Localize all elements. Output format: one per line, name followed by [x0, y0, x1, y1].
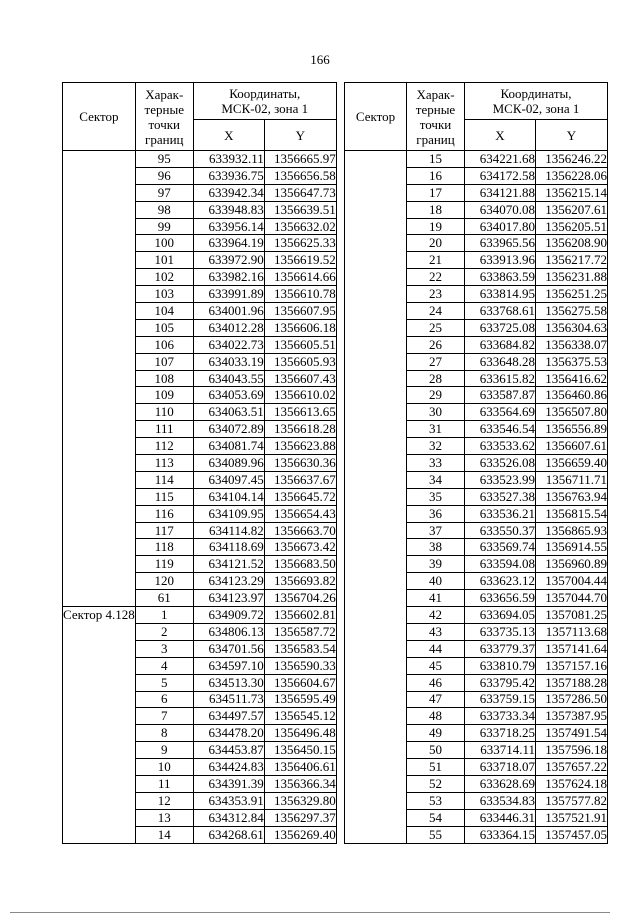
y-cell: 1356460.86 [536, 387, 608, 404]
x-cell: 634121.88 [465, 184, 536, 201]
y-cell: 1356604.67 [264, 674, 336, 691]
x-cell: 634312.84 [193, 809, 264, 826]
point-cell: 98 [135, 201, 193, 218]
y-cell: 1356507.80 [536, 404, 608, 421]
point-cell: 120 [135, 573, 193, 590]
y-cell: 1357521.91 [536, 809, 608, 826]
x-cell: 633964.19 [193, 235, 264, 252]
x-cell: 633546.54 [465, 421, 536, 438]
table-row [63, 607, 337, 624]
point-cell: 103 [135, 286, 193, 303]
x-cell: 634513.30 [193, 674, 264, 691]
y-cell: 1356647.73 [264, 184, 336, 201]
coordinates-table-left [62, 82, 337, 844]
header-x: X [193, 120, 264, 151]
x-cell: 634353.91 [193, 792, 264, 809]
y-cell: 1356556.89 [536, 421, 608, 438]
y-cell: 1356251.25 [536, 286, 608, 303]
point-cell: 30 [407, 404, 465, 421]
y-cell: 1356630.36 [264, 455, 336, 472]
table-row [345, 151, 608, 168]
point-cell: 11 [135, 775, 193, 792]
x-cell: 634012.28 [193, 319, 264, 336]
point-cell: 101 [135, 252, 193, 269]
point-cell: 54 [407, 809, 465, 826]
x-cell: 633965.56 [465, 235, 536, 252]
y-cell: 1356375.53 [536, 353, 608, 370]
point-cell: 113 [135, 455, 193, 472]
point-cell: 52 [407, 775, 465, 792]
y-cell: 1356605.93 [264, 353, 336, 370]
x-cell: 633768.61 [465, 303, 536, 320]
y-cell: 1357188.28 [536, 674, 608, 691]
y-cell: 1356228.06 [536, 167, 608, 184]
y-cell: 1356545.12 [264, 708, 336, 725]
point-cell: 24 [407, 303, 465, 320]
x-cell: 633564.69 [465, 404, 536, 421]
point-cell: 44 [407, 640, 465, 657]
point-cell: 16 [407, 167, 465, 184]
point-cell: 96 [135, 167, 193, 184]
point-cell: 18 [407, 201, 465, 218]
table-body [63, 151, 337, 844]
point-cell: 116 [135, 505, 193, 522]
point-cell: 119 [135, 556, 193, 573]
y-cell: 1356610.02 [264, 387, 336, 404]
y-cell: 1356587.72 [264, 623, 336, 640]
y-cell: 1356304.63 [536, 319, 608, 336]
point-cell: 46 [407, 674, 465, 691]
x-cell: 634017.80 [465, 218, 536, 235]
point-cell: 9 [135, 742, 193, 759]
y-cell: 1357577.82 [536, 792, 608, 809]
y-cell: 1356614.66 [264, 269, 336, 286]
x-cell: 633948.83 [193, 201, 264, 218]
point-cell: 8 [135, 725, 193, 742]
y-cell: 1356693.82 [264, 573, 336, 590]
header-sector: Сектор [63, 83, 136, 151]
x-cell: 633523.99 [465, 471, 536, 488]
y-cell: 1356711.71 [536, 471, 608, 488]
x-cell: 634033.19 [193, 353, 264, 370]
x-cell: 634453.87 [193, 742, 264, 759]
x-cell: 633956.14 [193, 218, 264, 235]
x-cell: 633932.11 [193, 151, 264, 168]
point-cell: 95 [135, 151, 193, 168]
point-cell: 48 [407, 708, 465, 725]
point-cell: 106 [135, 336, 193, 353]
y-cell: 1356683.50 [264, 556, 336, 573]
x-cell: 634081.74 [193, 438, 264, 455]
x-cell: 634070.08 [465, 201, 536, 218]
header-points: Харак- терные точки границ [407, 83, 465, 151]
sector-cell [345, 151, 407, 844]
y-cell: 1356623.88 [264, 438, 336, 455]
y-cell: 1356205.51 [536, 218, 608, 235]
y-cell: 1356607.43 [264, 370, 336, 387]
x-cell: 633569.74 [465, 539, 536, 556]
x-cell: 633527.38 [465, 488, 536, 505]
table-body [345, 151, 608, 844]
y-cell: 1357141.64 [536, 640, 608, 657]
x-cell: 634391.39 [193, 775, 264, 792]
y-cell: 1356632.02 [264, 218, 336, 235]
point-cell: 45 [407, 657, 465, 674]
point-cell: 41 [407, 590, 465, 607]
x-cell: 634701.56 [193, 640, 264, 657]
x-cell: 634072.89 [193, 421, 264, 438]
point-cell: 39 [407, 556, 465, 573]
y-cell: 1356613.65 [264, 404, 336, 421]
x-cell: 634511.73 [193, 691, 264, 708]
y-cell: 1356246.22 [536, 151, 608, 168]
x-cell: 633533.62 [465, 438, 536, 455]
y-cell: 1356583.54 [264, 640, 336, 657]
point-cell: 33 [407, 455, 465, 472]
x-cell: 633863.59 [465, 269, 536, 286]
y-cell: 1356338.07 [536, 336, 608, 353]
point-cell: 114 [135, 471, 193, 488]
y-cell: 1356231.88 [536, 269, 608, 286]
x-cell: 634424.83 [193, 759, 264, 776]
x-cell: 634909.72 [193, 607, 264, 624]
point-cell: 25 [407, 319, 465, 336]
y-cell: 1356595.49 [264, 691, 336, 708]
point-cell: 38 [407, 539, 465, 556]
x-cell: 633628.69 [465, 775, 536, 792]
x-cell: 633795.42 [465, 674, 536, 691]
x-cell: 633684.82 [465, 336, 536, 353]
x-cell: 633534.83 [465, 792, 536, 809]
point-cell: 115 [135, 488, 193, 505]
point-cell: 15 [407, 151, 465, 168]
y-cell: 1356269.40 [264, 826, 336, 843]
y-cell: 1356496.48 [264, 725, 336, 742]
x-cell: 634043.55 [193, 370, 264, 387]
y-cell: 1357457.05 [536, 826, 608, 843]
point-cell: 35 [407, 488, 465, 505]
x-cell: 634172.58 [465, 167, 536, 184]
point-cell: 4 [135, 657, 193, 674]
point-cell: 97 [135, 184, 193, 201]
y-cell: 1356605.51 [264, 336, 336, 353]
point-cell: 1 [135, 607, 193, 624]
point-cell: 14 [135, 826, 193, 843]
x-cell: 633587.87 [465, 387, 536, 404]
x-cell: 633810.79 [465, 657, 536, 674]
x-cell: 633615.82 [465, 370, 536, 387]
y-cell: 1356590.33 [264, 657, 336, 674]
y-cell: 1356606.18 [264, 319, 336, 336]
header-sector: Сектор [345, 83, 407, 151]
point-cell: 5 [135, 674, 193, 691]
y-cell: 1356366.34 [264, 775, 336, 792]
x-cell: 633550.37 [465, 522, 536, 539]
point-cell: 10 [135, 759, 193, 776]
point-cell: 32 [407, 438, 465, 455]
point-cell: 104 [135, 303, 193, 320]
header-y: Y [264, 120, 336, 151]
y-cell: 1356416.62 [536, 370, 608, 387]
y-cell: 1357113.68 [536, 623, 608, 640]
x-cell: 634268.61 [193, 826, 264, 843]
x-cell: 634053.69 [193, 387, 264, 404]
point-cell: 2 [135, 623, 193, 640]
x-cell: 634497.57 [193, 708, 264, 725]
x-cell: 633594.08 [465, 556, 536, 573]
point-cell: 22 [407, 269, 465, 286]
point-cell: 12 [135, 792, 193, 809]
point-cell: 111 [135, 421, 193, 438]
header-y: Y [536, 120, 608, 151]
y-cell: 1356639.51 [264, 201, 336, 218]
x-cell: 634097.45 [193, 471, 264, 488]
x-cell: 633446.31 [465, 809, 536, 826]
header-points: Харак- терные точки границ [135, 83, 193, 151]
page-bottom-rule [10, 912, 610, 913]
x-cell: 634121.52 [193, 556, 264, 573]
y-cell: 1356450.15 [264, 742, 336, 759]
point-cell: 51 [407, 759, 465, 776]
point-cell: 37 [407, 522, 465, 539]
y-cell: 1356665.97 [264, 151, 336, 168]
x-cell: 634001.96 [193, 303, 264, 320]
x-cell: 633725.08 [465, 319, 536, 336]
point-cell: 21 [407, 252, 465, 269]
x-cell: 633733.34 [465, 708, 536, 725]
x-cell: 633991.89 [193, 286, 264, 303]
point-cell: 23 [407, 286, 465, 303]
y-cell: 1356619.52 [264, 252, 336, 269]
y-cell: 1356329.80 [264, 792, 336, 809]
point-cell: 53 [407, 792, 465, 809]
point-cell: 20 [407, 235, 465, 252]
y-cell: 1356637.67 [264, 471, 336, 488]
y-cell: 1356625.33 [264, 235, 336, 252]
x-cell: 634022.73 [193, 336, 264, 353]
x-cell: 634806.13 [193, 623, 264, 640]
sector-cell: Сектор 4.128 [63, 607, 136, 843]
x-cell: 633718.07 [465, 759, 536, 776]
y-cell: 1356960.89 [536, 556, 608, 573]
point-cell: 105 [135, 319, 193, 336]
y-cell: 1357081.25 [536, 607, 608, 624]
y-cell: 1356610.78 [264, 286, 336, 303]
point-cell: 42 [407, 607, 465, 624]
point-cell: 29 [407, 387, 465, 404]
sector-cell [63, 151, 136, 607]
header-coordinates: Координаты, МСК-02, зона 1 [465, 83, 608, 120]
y-cell: 1357157.16 [536, 657, 608, 674]
coordinates-table-right [344, 82, 608, 844]
y-cell: 1357491.54 [536, 725, 608, 742]
point-cell: 17 [407, 184, 465, 201]
point-cell: 109 [135, 387, 193, 404]
point-cell: 55 [407, 826, 465, 843]
y-cell: 1356656.58 [264, 167, 336, 184]
x-cell: 633718.25 [465, 725, 536, 742]
x-cell: 634478.20 [193, 725, 264, 742]
x-cell: 634118.69 [193, 539, 264, 556]
header-x: X [465, 120, 536, 151]
y-cell: 1356607.95 [264, 303, 336, 320]
x-cell: 634109.95 [193, 505, 264, 522]
y-cell: 1356914.55 [536, 539, 608, 556]
point-cell: 19 [407, 218, 465, 235]
y-cell: 1357286.50 [536, 691, 608, 708]
point-cell: 26 [407, 336, 465, 353]
point-cell: 47 [407, 691, 465, 708]
x-cell: 633623.12 [465, 573, 536, 590]
y-cell: 1356208.90 [536, 235, 608, 252]
x-cell: 634221.68 [465, 151, 536, 168]
y-cell: 1356406.61 [264, 759, 336, 776]
point-cell: 40 [407, 573, 465, 590]
table-row [63, 151, 337, 168]
x-cell: 634089.96 [193, 455, 264, 472]
x-cell: 634114.82 [193, 522, 264, 539]
x-cell: 634123.29 [193, 573, 264, 590]
point-cell: 118 [135, 539, 193, 556]
x-cell: 633779.37 [465, 640, 536, 657]
point-cell: 28 [407, 370, 465, 387]
y-cell: 1356297.37 [264, 809, 336, 826]
y-cell: 1357596.18 [536, 742, 608, 759]
point-cell: 107 [135, 353, 193, 370]
point-cell: 7 [135, 708, 193, 725]
x-cell: 634063.51 [193, 404, 264, 421]
point-cell: 102 [135, 269, 193, 286]
y-cell: 1357004.44 [536, 573, 608, 590]
point-cell: 50 [407, 742, 465, 759]
x-cell: 633714.11 [465, 742, 536, 759]
point-cell: 100 [135, 235, 193, 252]
y-cell: 1356207.61 [536, 201, 608, 218]
y-cell: 1356763.94 [536, 488, 608, 505]
point-cell: 61 [135, 590, 193, 607]
x-cell: 634597.10 [193, 657, 264, 674]
x-cell: 634123.97 [193, 590, 264, 607]
x-cell: 633656.59 [465, 590, 536, 607]
y-cell: 1356215.14 [536, 184, 608, 201]
y-cell: 1356704.26 [264, 590, 336, 607]
point-cell: 99 [135, 218, 193, 235]
x-cell: 633759.15 [465, 691, 536, 708]
x-cell: 633814.95 [465, 286, 536, 303]
x-cell: 633536.21 [465, 505, 536, 522]
y-cell: 1356607.61 [536, 438, 608, 455]
point-cell: 6 [135, 691, 193, 708]
x-cell: 634104.14 [193, 488, 264, 505]
x-cell: 633913.96 [465, 252, 536, 269]
point-cell: 34 [407, 471, 465, 488]
y-cell: 1356602.81 [264, 607, 336, 624]
point-cell: 112 [135, 438, 193, 455]
y-cell: 1356663.70 [264, 522, 336, 539]
x-cell: 633942.34 [193, 184, 264, 201]
y-cell: 1356673.42 [264, 539, 336, 556]
x-cell: 633526.08 [465, 455, 536, 472]
x-cell: 633648.28 [465, 353, 536, 370]
y-cell: 1357387.95 [536, 708, 608, 725]
y-cell: 1356654.43 [264, 505, 336, 522]
y-cell: 1356815.54 [536, 505, 608, 522]
y-cell: 1357044.70 [536, 590, 608, 607]
point-cell: 43 [407, 623, 465, 640]
x-cell: 633694.05 [465, 607, 536, 624]
point-cell: 31 [407, 421, 465, 438]
y-cell: 1356217.72 [536, 252, 608, 269]
header-coordinates: Координаты, МСК-02, зона 1 [193, 83, 336, 120]
x-cell: 633936.75 [193, 167, 264, 184]
point-cell: 49 [407, 725, 465, 742]
x-cell: 633364.15 [465, 826, 536, 843]
point-cell: 108 [135, 370, 193, 387]
point-cell: 3 [135, 640, 193, 657]
y-cell: 1357624.18 [536, 775, 608, 792]
y-cell: 1356865.93 [536, 522, 608, 539]
y-cell: 1356659.40 [536, 455, 608, 472]
point-cell: 27 [407, 353, 465, 370]
y-cell: 1356275.58 [536, 303, 608, 320]
y-cell: 1356645.72 [264, 488, 336, 505]
x-cell: 633735.13 [465, 623, 536, 640]
point-cell: 110 [135, 404, 193, 421]
y-cell: 1356618.28 [264, 421, 336, 438]
x-cell: 633982.16 [193, 269, 264, 286]
x-cell: 633972.90 [193, 252, 264, 269]
y-cell: 1357657.22 [536, 759, 608, 776]
point-cell: 13 [135, 809, 193, 826]
page-number: 166 [310, 52, 330, 67]
point-cell: 117 [135, 522, 193, 539]
point-cell: 36 [407, 505, 465, 522]
